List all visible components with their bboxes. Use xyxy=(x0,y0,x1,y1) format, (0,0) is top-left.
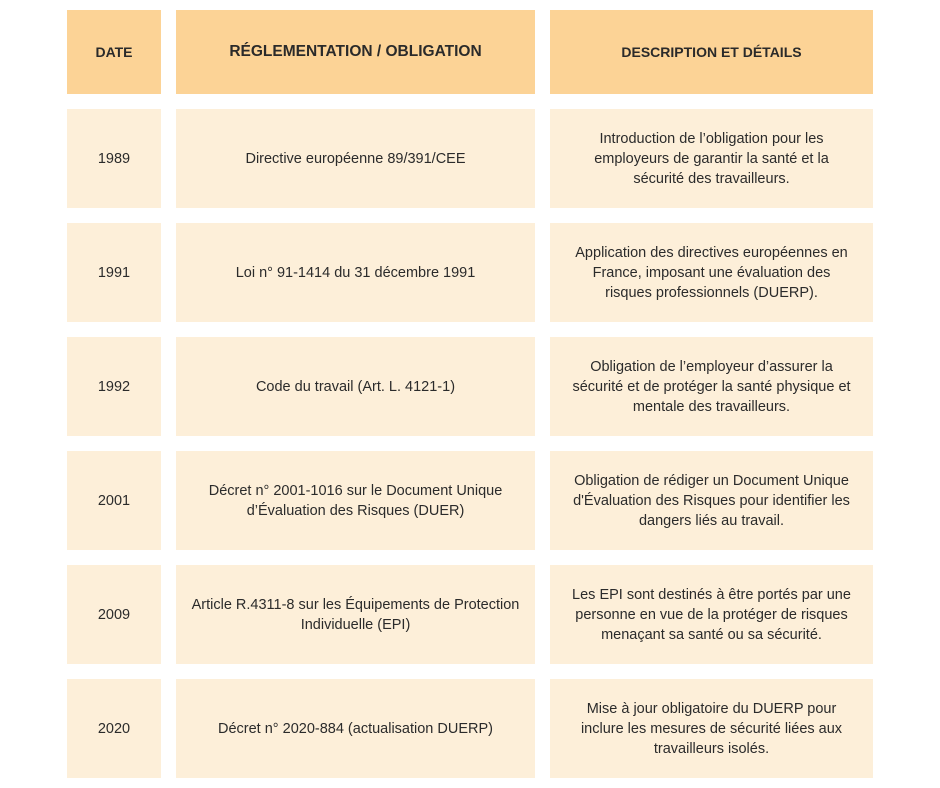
row-4-regulation xyxy=(176,451,535,550)
row-3-regulation xyxy=(176,337,535,436)
row-1-date xyxy=(67,109,161,208)
row-6-date xyxy=(67,679,161,778)
row-regulation-text: Loi n° 91-1414 du 31 décembre 1991 xyxy=(235,264,476,281)
row-description-text: Introduction de l’obligation pour les employeurs de garantir la santé et la sécurité des travailleurs. xyxy=(594,130,829,187)
row-2-regulation xyxy=(176,223,535,322)
row-regulation-text: Article R.4311-8 sur les Équipements de Protection Individuelle (EPI) xyxy=(191,596,520,633)
row-4-date xyxy=(67,451,161,550)
header-description xyxy=(550,10,873,94)
row-2-description xyxy=(550,223,873,322)
row-date-text: 1992 xyxy=(97,378,131,395)
row-date-text: 2020 xyxy=(97,720,131,737)
row-date-text: 2001 xyxy=(97,492,131,509)
row-regulation-text: Décret n° 2020-884 (actualisation DUERP) xyxy=(218,720,493,737)
header-regulation xyxy=(176,10,535,94)
row-regulation-text: Directive européenne 89/391/CEE xyxy=(245,150,466,167)
row-5-description xyxy=(550,565,873,664)
row-2-date xyxy=(67,223,161,322)
row-regulation-text: Code du travail (Art. L. 4121-1) xyxy=(255,378,456,395)
header-date-label: DATE xyxy=(95,44,133,60)
header-date xyxy=(67,10,161,94)
row-5-regulation xyxy=(176,565,535,664)
row-1-description xyxy=(550,109,873,208)
row-description-text: Application des directives européennes en France, imposant une évaluation des risques professionnels (DUERP). xyxy=(575,244,848,301)
row-regulation-text: Décret n° 2001-1016 sur le Document Unique d’Évaluation des Risques (DUER) xyxy=(208,482,503,519)
row-description-text: Obligation de l’employeur d’assurer la sécurité et de protéger la santé physique et mentale des travailleurs. xyxy=(572,358,851,415)
row-6-regulation xyxy=(176,679,535,778)
row-3-description xyxy=(550,337,873,436)
row-4-description xyxy=(550,451,873,550)
row-description-text: Obligation de rédiger un Document Unique d'Évaluation des Risques pour identifier les dangers liés au travail. xyxy=(573,472,850,529)
row-3-date xyxy=(67,337,161,436)
row-6-description xyxy=(550,679,873,778)
row-description-text: Mise à jour obligatoire du DUERP pour inclure les mesures de sécurité liées aux travailleurs isolés. xyxy=(580,700,843,757)
header-regulation-label: RÉGLEMENTATION / OBLIGATION xyxy=(229,43,482,60)
row-description-text: Les EPI sont destinés à être portés par une personne en vue de la protéger de risques menaçant sa santé ou sa sécurité. xyxy=(572,586,851,643)
header-description-label: DESCRIPTION ET DÉTAILS xyxy=(621,44,802,60)
row-date-text: 1991 xyxy=(97,264,131,281)
row-date-text: 2009 xyxy=(97,606,131,623)
row-1-regulation xyxy=(176,109,535,208)
row-5-date xyxy=(67,565,161,664)
row-date-text: 1989 xyxy=(97,150,131,167)
